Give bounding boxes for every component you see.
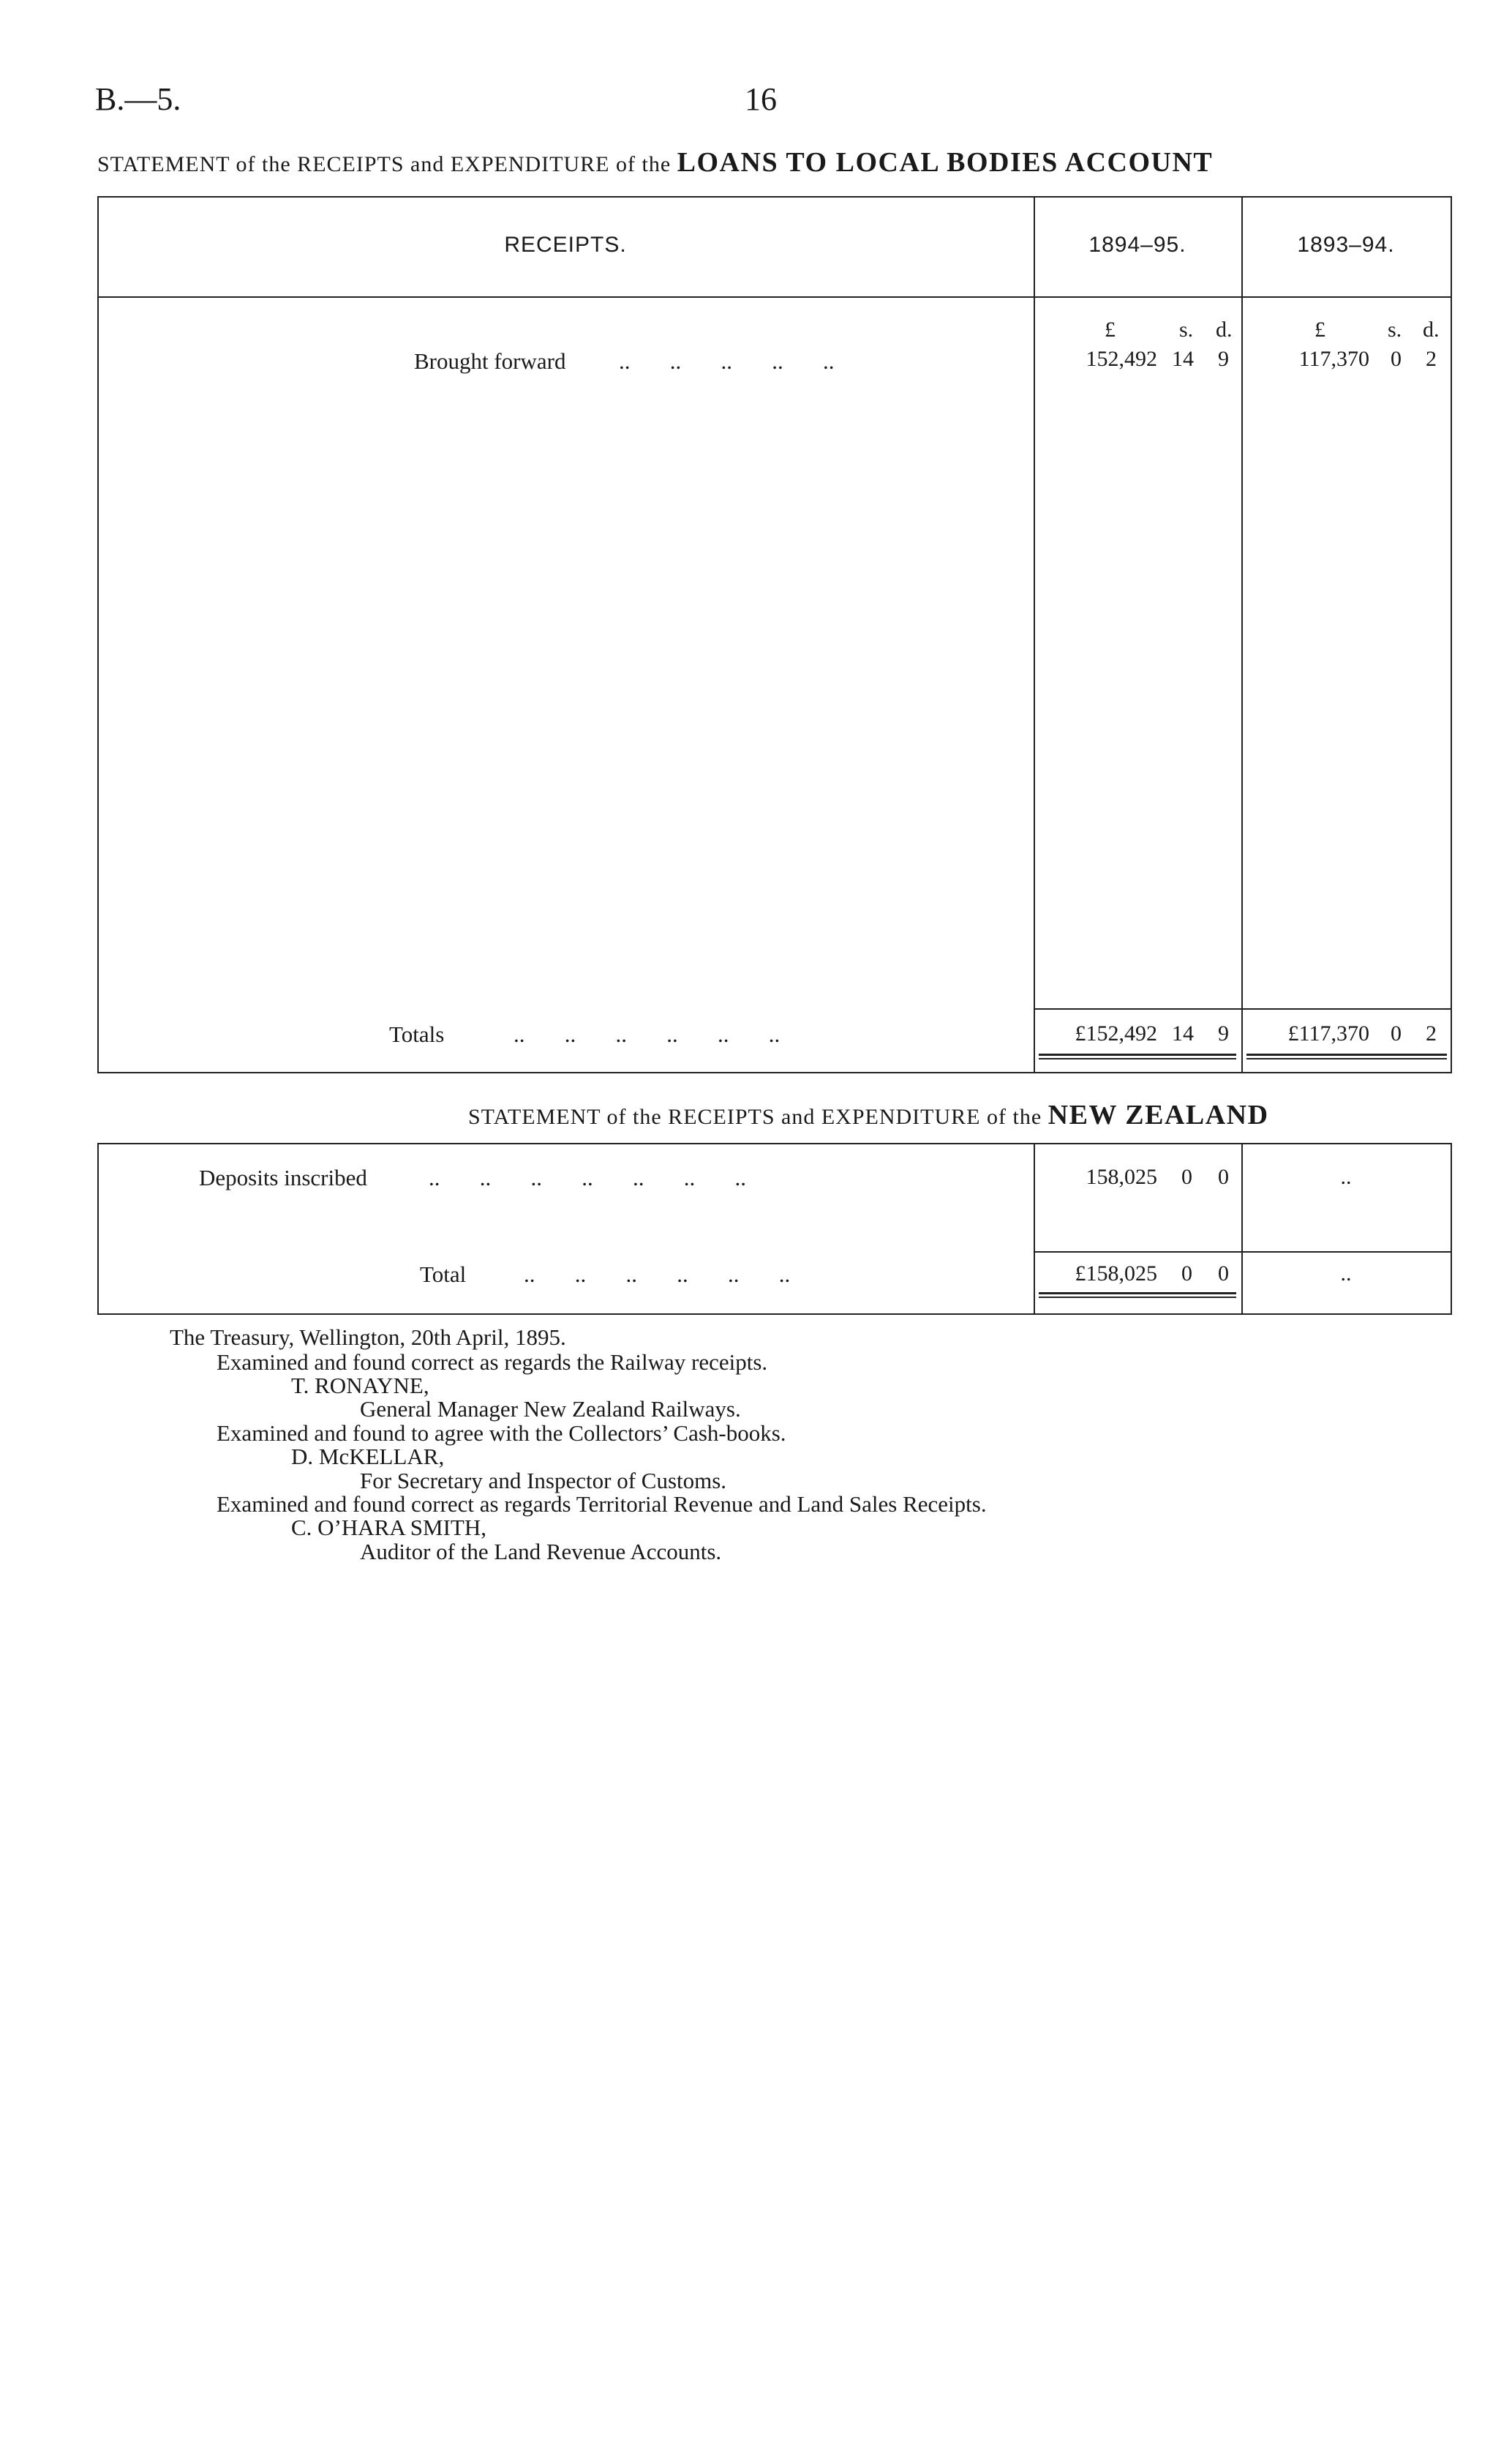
leader-dots: .. .. .. .. .. .. [524, 1261, 791, 1287]
total-1894-shillings: 14 [1172, 1021, 1194, 1046]
total-1893-shillings: 0 [1391, 1021, 1402, 1046]
table-right-rule [1451, 196, 1452, 1072]
total-double-rule-2b [1246, 1058, 1447, 1059]
treasury-line: The Treasury, Wellington, 20th April, 1895. [170, 1324, 566, 1350]
statement-title-2-prefix: STATEMENT of the RECEIPTS and EXPENDITURE of the [468, 1105, 1042, 1129]
table-header-rule [97, 296, 1452, 298]
column-header-receipts: RECEIPTS. [504, 233, 627, 257]
unit-pence-1: d. [1216, 318, 1233, 342]
column-header-1894-95: 1894–95. [1088, 233, 1186, 257]
customs-examination: Examined and found to agree with the Collectors’ Cash-books. [217, 1420, 786, 1446]
signatory-ronayne: T. RONAYNE, [291, 1373, 429, 1398]
value-1894-pence: 9 [1218, 347, 1229, 371]
value-1894-shillings: 14 [1172, 347, 1194, 371]
unit-shilling-2: s. [1388, 318, 1402, 342]
statement-title-2-account: NEW ZEALAND [1048, 1100, 1269, 1130]
deposit-double-rule-a [1039, 1292, 1236, 1294]
table2-right-rule [1451, 1143, 1452, 1313]
table2-bottom-rule [97, 1313, 1452, 1315]
table-bottom-rule [97, 1072, 1452, 1073]
total-1893-pence: 2 [1426, 1021, 1437, 1046]
table-left-rule [97, 196, 99, 1072]
leader-dots: .. .. .. .. .. .. [514, 1021, 781, 1047]
value-1894-pounds: 152,492 [1086, 347, 1157, 371]
row-label: Brought forward [414, 348, 566, 374]
total-double-rule-1a [1039, 1054, 1236, 1056]
signatory-smith: C. O’HARA SMITH, [291, 1515, 486, 1540]
unit-pound-2: £ [1314, 318, 1325, 342]
totals-rule-1 [1034, 1008, 1241, 1010]
table2-top-rule [97, 1143, 1452, 1144]
leader-dots: .. .. .. .. .. .. .. [429, 1165, 746, 1190]
deposit-1894-pence: 0 [1218, 1165, 1229, 1189]
deposit-double-rule-b [1039, 1297, 1236, 1298]
value-1893-pence: 2 [1426, 347, 1437, 371]
total-1894-pence: 9 [1218, 1021, 1229, 1046]
deposit-total-pounds: £158,025 [1075, 1261, 1157, 1286]
statement-title-account: LOANS TO LOCAL BODIES ACCOUNT [677, 147, 1214, 178]
land-revenue-examination: Examined and found correct as regards Territorial Revenue and Land Sales Receipts. [217, 1491, 987, 1517]
table-top-rule [97, 196, 1452, 198]
signatory-smith-title: Auditor of the Land Revenue Accounts. [360, 1539, 722, 1564]
totals-label: Totals [389, 1021, 445, 1047]
table2-left-rule [97, 1143, 99, 1313]
value-1893-pounds: 117,370 [1298, 347, 1369, 371]
row-label: Deposits inscribed [199, 1165, 367, 1190]
signatory-mckellar-title: For Secretary and Inspector of Customs. [360, 1468, 727, 1493]
table2-totals-rule-1 [1034, 1251, 1241, 1253]
column-header-1893-94: 1893–94. [1297, 233, 1395, 257]
table2-col-divider-1 [1034, 1143, 1035, 1313]
unit-pound-1: £ [1105, 318, 1116, 342]
unit-shilling-1: s. [1179, 318, 1194, 342]
deposit-total-shillings: 0 [1181, 1261, 1192, 1286]
deposit-1893-value: .. [1340, 1165, 1352, 1189]
railway-examination: Examined and found correct as regards the Railway receipts. [217, 1349, 768, 1375]
total-1893-pounds: £117,370 [1287, 1021, 1369, 1046]
page-number: 16 [745, 81, 777, 117]
signatory-mckellar: D. McKELLAR, [291, 1444, 445, 1469]
table-col-divider-1 [1034, 196, 1035, 1072]
deposit-1894-shillings: 0 [1181, 1165, 1192, 1189]
table2-totals-rule-2 [1241, 1251, 1451, 1253]
totals-rule-2 [1241, 1008, 1451, 1010]
statement-title-2 [468, 1099, 1269, 1131]
table-col-divider-2 [1241, 196, 1243, 1072]
total-double-rule-2a [1246, 1054, 1447, 1056]
value-1893-shillings: 0 [1391, 347, 1402, 371]
total-1894-pounds: £152,492 [1075, 1021, 1157, 1046]
total-label: Total [420, 1261, 467, 1287]
deposit-total-pence: 0 [1218, 1261, 1229, 1286]
leader-dots: .. .. .. .. .. [619, 348, 835, 374]
signatory-ronayne-title: General Manager New Zealand Railways. [360, 1396, 741, 1422]
deposit-total-1893: .. [1340, 1261, 1352, 1286]
unit-pence-2: d. [1423, 318, 1440, 342]
deposit-1894-pounds: 158,025 [1086, 1165, 1157, 1189]
statement-title [97, 146, 1213, 179]
statement-title-prefix: STATEMENT of the RECEIPTS and EXPENDITURE of the [97, 152, 672, 176]
total-double-rule-1b [1039, 1058, 1236, 1059]
page-reference: B.—5. [95, 81, 181, 117]
